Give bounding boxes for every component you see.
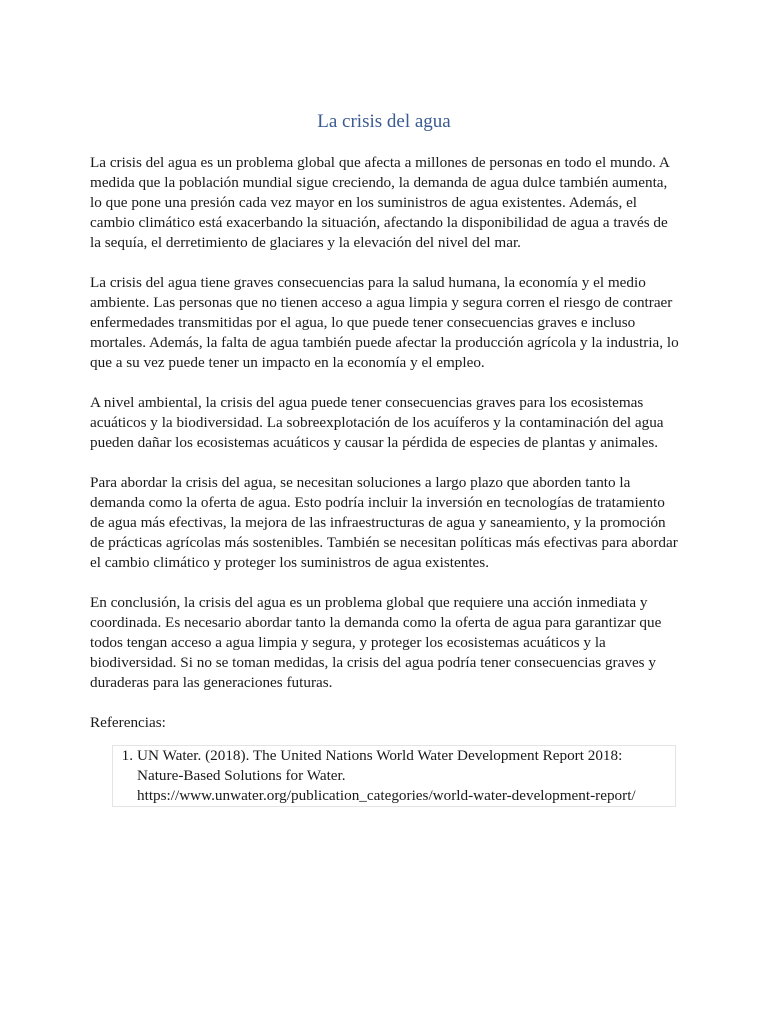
reference-number: 1. <box>121 747 133 764</box>
paragraph-3: A nivel ambiental, la crisis del agua puede tener consecuencias graves para los ecosistemas acuáticos y la biodiversidad. La sobreexplotación de los acuíferos y la contaminación del agua pueden dañar los ecosistemas acuáticos y causar la pérdida de especies de plantas y animales. <box>90 394 664 451</box>
references-box <box>112 745 676 807</box>
references-list <box>113 746 669 806</box>
paragraph-2: La crisis del agua tiene graves consecuencias para la salud humana, la economía y el medio ambiente. Las personas que no tienen acceso a agua limpia y segura corren el riesgo de contraer enfermedades transmitidas por el agua, lo que puede tener consecuencias graves e incluso mortales. Además, la falta de agua también puede afectar la producción agrícola y la industria, lo que a su vez puede tener un impacto en la economía y el empleo. <box>90 274 679 371</box>
paragraph-4: Para abordar la crisis del agua, se necesitan soluciones a largo plazo que aborden tanto la demanda como la oferta de agua. Esto podría incluir la inversión en tecnologías de tratamiento de agua más efectivas, la mejora de las infraestructuras de agua y saneamiento, y la promoción de prácticas agrícolas más sostenibles. También se necesitan políticas más efectivas para abordar el cambio climático y proteger los suministros de agua existentes. <box>90 474 678 571</box>
paragraph-5: En conclusión, la crisis del agua es un problema global que requiere una acción inmediata y coordinada. Es necesario abordar tanto la demanda como la oferta de agua para garantizar que todos tengan acceso a agua limpia y segura, y proteger los ecosistemas acuáticos y la biodiversidad. Si no se toman medidas, la crisis del agua podría tener consecuencias graves y duraderas para las generaciones futuras. <box>90 594 662 691</box>
paragraph-1: La crisis del agua es un problema global que afecta a millones de personas en todo el mundo. A medida que la población mundial sigue creciendo, la demanda de agua dulce también aumenta, lo que pone una presión cada vez mayor en los suministros de agua existentes. Además, el cambio climático está exacerbando la situación, afectando la disponibilidad de agua a través de la sequía, el derretimiento de glaciares y la elevación del nivel del mar. <box>90 154 670 251</box>
document-body <box>90 153 682 807</box>
reference-text: UN Water. (2018). The United Nations World Water Development Report 2018: Nature-Based Solutions for Water. https://www.unwater.org/publication_categories/world-water-development-report/ <box>137 747 636 804</box>
reference-item <box>113 746 669 806</box>
references-heading: Referencias: <box>90 714 166 731</box>
document-title: La crisis del agua <box>317 111 451 132</box>
